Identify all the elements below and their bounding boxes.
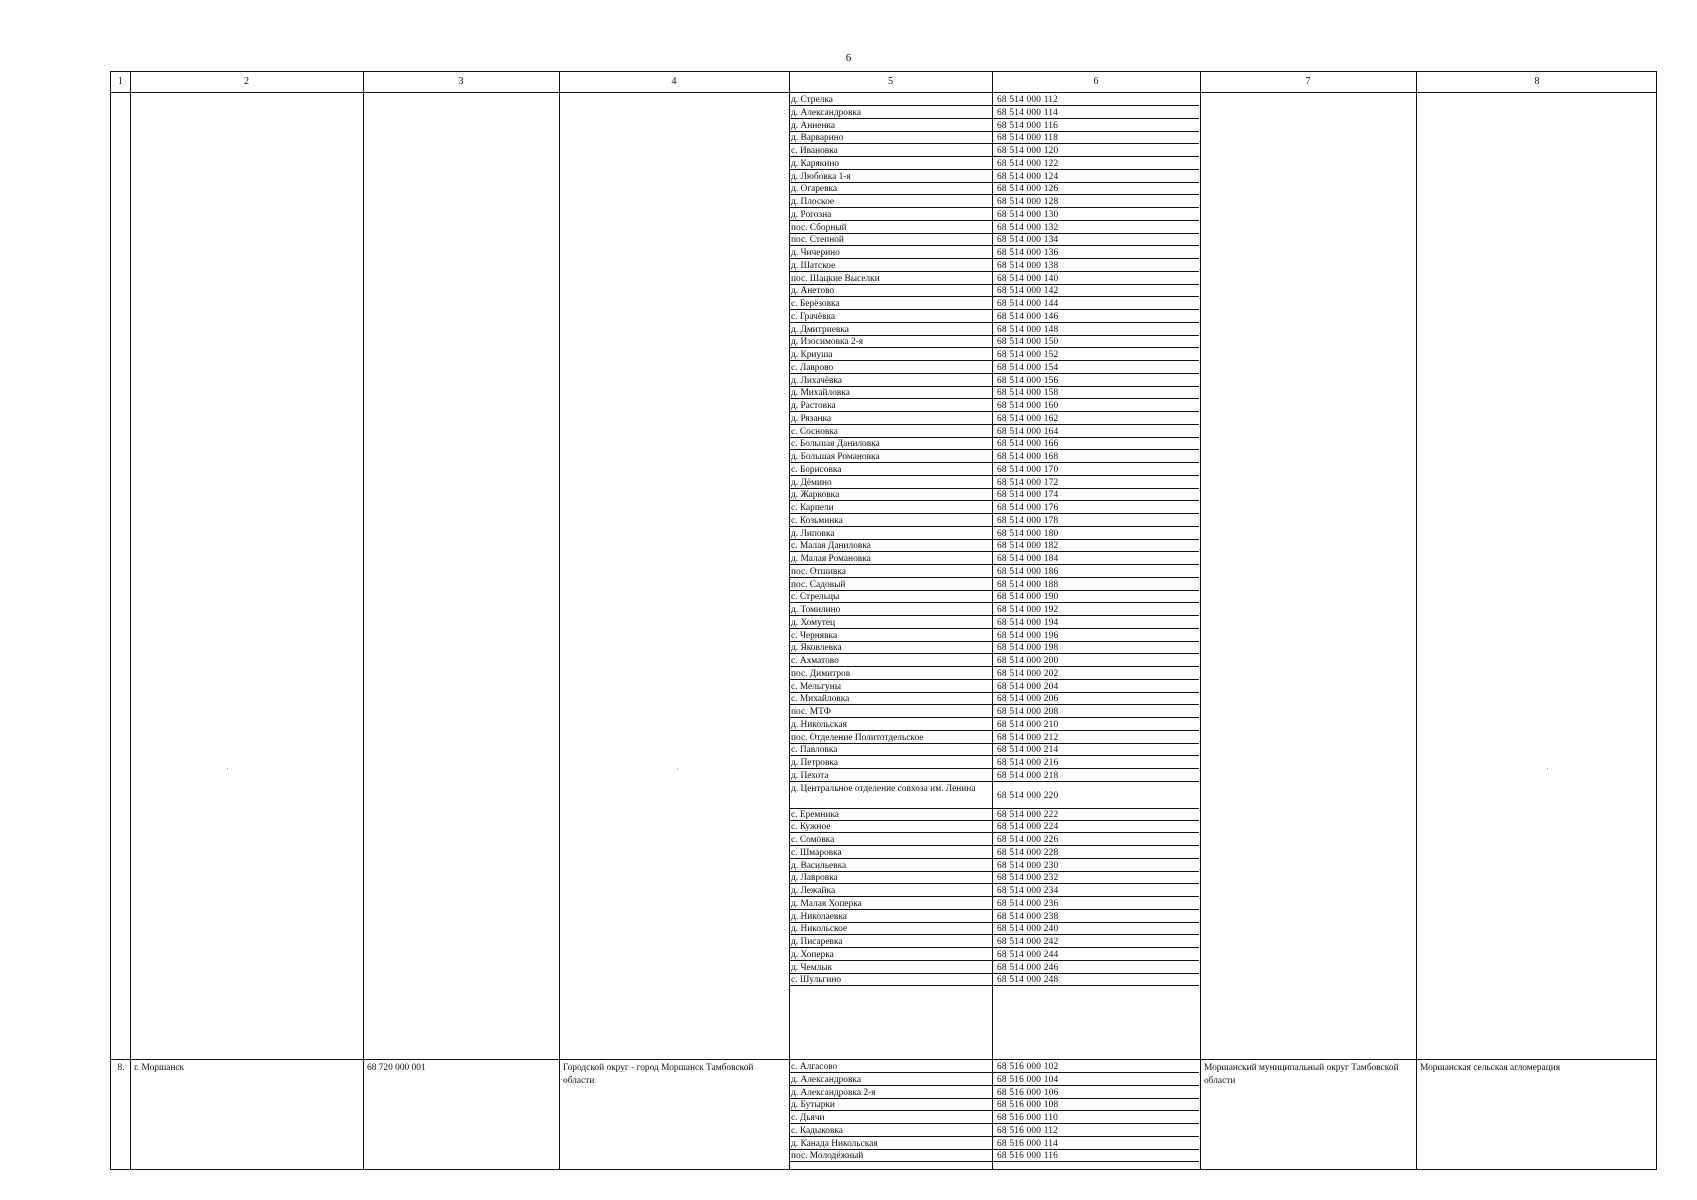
settlement-name: с. Стрельцы xyxy=(791,592,840,603)
settlement-code: 68 514 000 212 xyxy=(997,732,1059,743)
settlement-code: 68 514 000 204 xyxy=(997,681,1059,692)
settlement-name: д. Рогозна xyxy=(791,209,832,220)
district-name: Моршанский муниципальный округ Тамбовской области xyxy=(1204,1063,1399,1086)
settlement-code: 68 514 000 128 xyxy=(997,197,1059,207)
settlement-code: 68 514 000 118 xyxy=(997,133,1059,144)
settlement-name: с. Шмаровка xyxy=(791,847,842,858)
scan-speck: · xyxy=(1546,764,1549,774)
page-number: 6 xyxy=(845,52,852,64)
settlement-code: 68 514 000 190 xyxy=(997,592,1059,603)
settlement-name: пос. Димитров xyxy=(791,668,851,679)
settlement-name: с. Малая Даниловка xyxy=(791,541,871,552)
settlement-name: д. Малая Романовка xyxy=(791,554,871,564)
agglomeration-name: Моршанская сельская агломерация xyxy=(1420,1063,1561,1073)
settlement-code: 68 514 000 112 xyxy=(997,95,1059,105)
settlement-name: пос. Степной xyxy=(791,235,844,246)
settlement-name: с. Алгасово xyxy=(791,1062,838,1072)
settlement-code: 68 514 000 132 xyxy=(997,222,1059,233)
settlement-name: с. Еремника xyxy=(791,809,839,820)
settlement-code: 68 514 000 224 xyxy=(997,822,1059,833)
settlement-code: 68 514 000 172 xyxy=(997,477,1059,488)
settlement-code: 68 514 000 218 xyxy=(997,770,1059,781)
settlement-code: 68 514 000 198 xyxy=(997,643,1059,654)
settlement-name: д. Анненка xyxy=(791,120,836,131)
header-col-4: 4 xyxy=(671,76,677,87)
row-underline xyxy=(789,1161,992,1162)
settlement-name: с. Чернявка xyxy=(791,630,838,641)
settlement-name: д. Александровка xyxy=(791,1074,861,1085)
settlement-name: с. Козьминка xyxy=(791,515,843,526)
settlement-code: 68 514 000 176 xyxy=(997,503,1059,513)
settlement-code: 68 514 000 116 xyxy=(997,120,1059,131)
settlement-code: 68 516 000 114 xyxy=(997,1138,1059,1149)
settlement-name: с. Грачёвка xyxy=(791,311,836,322)
scan-speck: · xyxy=(676,764,679,774)
settlement-name: д. Большая Романовка xyxy=(791,452,880,462)
header-col-2: 2 xyxy=(244,76,249,87)
settlement-code: 68 514 000 150 xyxy=(997,337,1059,348)
settlement-code: 68 514 000 140 xyxy=(997,273,1059,284)
settlement-name: д. Томилино xyxy=(791,605,841,615)
settlement-code: 68 514 000 138 xyxy=(997,260,1059,271)
settlement-code: 68 514 000 192 xyxy=(997,605,1059,615)
settlement-code: 68 514 000 236 xyxy=(997,898,1059,909)
settlement-name: пос. Молодёжный xyxy=(791,1151,864,1162)
settlement-code: 68 516 000 110 xyxy=(997,1113,1059,1123)
settlement-name: пос. МТФ xyxy=(791,707,832,717)
settlement-code: 68 514 000 164 xyxy=(997,426,1059,437)
settlement-code: 68 514 000 146 xyxy=(997,311,1059,322)
settlement-name: с. Кужное xyxy=(791,822,831,833)
scan-speck: · xyxy=(226,764,229,774)
settlement-code: 68 514 000 158 xyxy=(997,388,1059,399)
settlement-code: 68 516 000 102 xyxy=(997,1062,1059,1072)
settlement-code: 68 514 000 202 xyxy=(997,668,1059,679)
settlement-code: 68 514 000 160 xyxy=(997,401,1059,411)
settlement-code: 68 514 000 148 xyxy=(997,324,1059,335)
settlement-name: с. Сомовка xyxy=(791,835,835,845)
settlement-code: 68 514 000 246 xyxy=(997,962,1059,973)
settlement-name: д. Дёмино xyxy=(791,477,832,488)
settlement-name: д. Никольская xyxy=(791,719,847,730)
settlement-code: 68 514 000 142 xyxy=(997,286,1059,297)
settlement-code: 68 514 000 184 xyxy=(997,554,1059,564)
header-col-8: 8 xyxy=(1534,76,1540,87)
settlement-code: 68 514 000 136 xyxy=(997,248,1059,258)
settlement-name: с. Берёзовка xyxy=(791,299,840,309)
settlement-name: д. Пехота xyxy=(791,770,829,781)
row-underline xyxy=(789,985,992,986)
settlement-code: 68 514 000 234 xyxy=(997,886,1059,896)
settlement-code: 68 514 000 166 xyxy=(997,439,1059,450)
settlement-name: д. Анетово xyxy=(791,286,835,297)
settlement-code: 68 514 000 168 xyxy=(997,452,1059,462)
settlement-name: д. Петровка xyxy=(791,758,838,768)
settlement-code: 68 514 000 232 xyxy=(997,873,1059,884)
header-col-7: 7 xyxy=(1305,76,1311,87)
settlement-name: д. Жарковка xyxy=(791,490,840,501)
settlement-name: д. Писаревка xyxy=(791,937,843,947)
settlement-code: 68 514 000 242 xyxy=(997,937,1059,947)
settlement-code: 68 514 000 170 xyxy=(997,464,1059,475)
settlement-name: д. Николаевка xyxy=(791,911,847,922)
settlement-code: 68 514 000 226 xyxy=(997,835,1059,845)
row-underline xyxy=(992,1161,1199,1162)
settlement-name: д. Криуша xyxy=(791,350,833,360)
row-underline xyxy=(992,985,1199,986)
settlement-name: д. Рязанка xyxy=(791,413,832,424)
settlement-code: 68 514 000 230 xyxy=(997,860,1059,871)
settlement-code: 68 516 000 108 xyxy=(997,1100,1059,1111)
settlement-name: пос. Отшивка xyxy=(791,566,846,577)
settlement-code: 68 514 000 124 xyxy=(997,171,1059,182)
settlement-name: д. Варварино xyxy=(791,133,844,144)
settlement-code: 68 514 000 220 xyxy=(997,790,1059,801)
settlement-code: 68 514 000 186 xyxy=(997,566,1059,577)
settlement-code: 68 514 000 208 xyxy=(997,707,1059,717)
settlement-name: д. Бутырки xyxy=(791,1100,835,1111)
header-col-3: 3 xyxy=(458,76,464,87)
settlement-name: д. Дмитриевка xyxy=(791,324,849,335)
settlement-name: с. Лаврово xyxy=(791,362,834,373)
settlement-name: пос. Отделение Политотдельское xyxy=(791,732,924,743)
settlement-name: с. Большая Даниловка xyxy=(791,439,880,450)
settlement-code: 68 514 000 120 xyxy=(997,146,1059,156)
settlement-name: с. Борисовка xyxy=(791,464,842,475)
settlement-name: с. Михайловка xyxy=(791,694,850,705)
header-col-5: 5 xyxy=(888,76,893,87)
settlement-name: д. Малая Хоперка xyxy=(791,898,862,909)
settlement-code: 68 514 000 194 xyxy=(997,617,1059,628)
settlement-name: с. Мельгуны xyxy=(791,681,842,692)
settlement-code: 68 514 000 206 xyxy=(997,694,1059,705)
settlement-name: д. Огаревка xyxy=(791,184,838,195)
settlement-code: 68 514 000 228 xyxy=(997,847,1059,858)
settlement-name: с. Ахматово xyxy=(791,656,839,666)
settlement-name: с. Кадыковка xyxy=(791,1125,843,1136)
settlement-code: 68 514 000 244 xyxy=(997,949,1059,960)
settlement-name: д. Михайловка xyxy=(791,388,850,399)
settlement-code: 68 514 000 196 xyxy=(997,630,1059,641)
city-name: г. Моршанск xyxy=(134,1063,185,1073)
settlement-name: с. Сосновка xyxy=(791,426,838,437)
settlement-name: д. Александровка 2-я xyxy=(791,1087,876,1098)
settlement-code: 68 514 000 122 xyxy=(997,158,1059,169)
settlement-code: 68 516 000 116 xyxy=(997,1151,1059,1162)
settlement-code: 68 514 000 238 xyxy=(997,911,1059,922)
settlement-name: д. Липовка xyxy=(791,528,835,539)
settlement-name: д. Центральное отделение совхоза им. Ленина xyxy=(791,783,976,794)
settlement-name: д. Васильевка xyxy=(791,860,847,871)
settlement-name: пос. Сборный xyxy=(791,222,847,233)
settlement-name: д. Шатское xyxy=(791,260,836,271)
settlement-code: 68 514 000 130 xyxy=(997,209,1059,220)
settlement-name: д. Канада Никольская xyxy=(791,1138,878,1149)
settlement-name: д. Лихачёвка xyxy=(791,375,843,386)
settlement-code: 68 514 000 240 xyxy=(997,924,1059,935)
settlement-name: с. Павловка xyxy=(791,745,838,756)
settlement-name: д. Растовка xyxy=(791,401,836,411)
settlement-code: 68 514 000 174 xyxy=(997,490,1059,501)
row-number: 8. xyxy=(117,1063,125,1073)
settlement-name: д. Лавровка xyxy=(791,873,838,884)
settlement-code: 68 514 000 188 xyxy=(997,579,1059,590)
settlement-list xyxy=(111,72,1658,1171)
settlement-code: 68 514 000 162 xyxy=(997,413,1059,424)
settlement-code: 68 514 000 248 xyxy=(997,975,1059,986)
municipality-name: Городской округ - город Моршанск Тамбовской области xyxy=(563,1063,754,1086)
settlement-name: с. Ивановка xyxy=(791,146,838,156)
header-col-6: 6 xyxy=(1093,76,1099,87)
settlements-table xyxy=(110,71,1657,1170)
settlement-name: д. Александровка xyxy=(791,107,861,118)
settlement-code: 68 514 000 182 xyxy=(997,541,1059,552)
settlement-code: 68 516 000 104 xyxy=(997,1074,1059,1085)
settlement-code: 68 514 000 222 xyxy=(997,809,1059,820)
settlement-name: с. Дьячи xyxy=(791,1113,825,1123)
settlement-name: д. Лежайка xyxy=(791,886,836,896)
settlement-name: д. Хоперка xyxy=(791,949,834,960)
settlement-name: д. Плоское xyxy=(791,197,835,207)
settlement-code: 68 514 000 156 xyxy=(997,375,1059,386)
settlement-name: пос. Садовый xyxy=(791,579,846,590)
settlement-code: 68 514 000 134 xyxy=(997,235,1059,246)
settlement-code: 68 514 000 180 xyxy=(997,528,1059,539)
settlement-code: 68 514 000 126 xyxy=(997,184,1059,195)
settlement-name: д. Любовка 1-я xyxy=(791,171,851,182)
settlement-name: д. Чичерино xyxy=(791,248,840,258)
settlement-code: 68 514 000 114 xyxy=(997,107,1059,118)
settlement-code: 68 514 000 200 xyxy=(997,656,1059,666)
settlement-code: 68 514 000 178 xyxy=(997,515,1059,526)
settlement-name: д. Хомутец xyxy=(791,617,836,628)
settlement-name: д. Чемлык xyxy=(791,962,833,973)
settlement-name: пос. Шацкие Выселки xyxy=(791,273,880,284)
oktmo-code: 68 720 000 001 xyxy=(367,1063,426,1073)
settlement-name: д. Изосимовка 2-я xyxy=(791,337,864,348)
settlement-code: 68 514 000 144 xyxy=(997,299,1059,309)
settlement-code: 68 514 000 154 xyxy=(997,362,1059,373)
settlement-name: с. Карпели xyxy=(791,503,834,513)
settlement-code: 68 516 000 106 xyxy=(997,1087,1059,1098)
settlement-code: 68 516 000 112 xyxy=(997,1125,1059,1136)
header-col-1: 1 xyxy=(118,76,123,87)
settlement-name: д. Никольское xyxy=(791,924,848,935)
settlement-code: 68 514 000 152 xyxy=(997,350,1059,360)
settlement-code: 68 514 000 214 xyxy=(997,745,1059,756)
settlement-code: 68 514 000 216 xyxy=(997,758,1059,768)
settlement-name: д. Стрелка xyxy=(791,95,833,105)
settlement-name: д. Яковлевка xyxy=(791,643,842,654)
settlement-name: д. Карякино xyxy=(791,158,840,169)
settlement-name: с. Шульгино xyxy=(791,975,842,986)
settlement-code: 68 514 000 210 xyxy=(997,719,1059,730)
